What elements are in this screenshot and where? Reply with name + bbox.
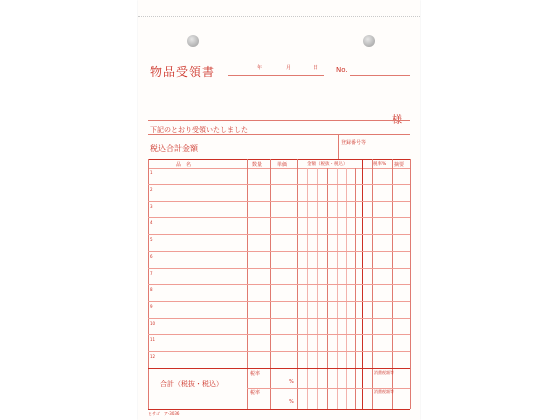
table-top-border — [148, 159, 410, 160]
perforation-line — [138, 16, 420, 17]
row-separator — [148, 251, 410, 252]
row-separator — [148, 301, 410, 302]
recipient-underline — [148, 120, 410, 121]
table-bottom-border — [148, 409, 410, 410]
row-separator — [148, 217, 410, 218]
row-separator — [148, 201, 410, 202]
row-separator — [148, 318, 410, 319]
row-number: 7 — [150, 271, 153, 276]
header-bottom-border — [148, 168, 410, 169]
row-separator — [148, 284, 410, 285]
amount-digit-line-2 — [317, 168, 318, 409]
row-separator-last — [148, 368, 410, 369]
row-number: 2 — [150, 187, 153, 192]
date-underline — [228, 75, 324, 76]
registration-label: 登録番号等 — [341, 140, 367, 146]
subtotal-label: 合計（税抜・税込） — [160, 380, 223, 388]
percent-symbol-2: % — [289, 399, 294, 405]
row-number: 12 — [150, 354, 156, 359]
tax-amount-label-2: 消費税額等 — [374, 389, 394, 394]
column-header-item: 品 名 — [176, 162, 192, 168]
row-number: 9 — [150, 304, 153, 309]
registration-divider — [338, 134, 339, 159]
date-year-label: 年 — [257, 65, 263, 71]
amount-digit-line-5 — [346, 168, 347, 409]
row-number: 4 — [150, 220, 153, 225]
number-underline — [350, 75, 410, 76]
column-header-amount: 金額（税抜・税込） — [307, 162, 348, 167]
punch-hole-right — [363, 35, 375, 47]
row-separator — [148, 234, 410, 235]
column-header-quantity: 数量 — [252, 162, 263, 168]
tax-rate-label-1: 税率 — [250, 371, 261, 377]
date-month-label: 月 — [286, 65, 292, 71]
row-number: 1 — [150, 170, 153, 175]
row-number: 8 — [150, 287, 153, 292]
statement-underline — [148, 134, 410, 135]
column-header-tax-rate: 税率% — [373, 162, 387, 167]
row-separator — [148, 268, 410, 269]
amount-digit-line-1 — [307, 168, 308, 409]
row-separator — [148, 351, 410, 352]
tax-amount-label-1: 消費税額等 — [374, 370, 394, 375]
column-header-remarks: 摘要 — [394, 162, 405, 168]
total-with-tax-label: 税込合計金額 — [150, 144, 198, 153]
tax-rate-label-2: 税率 — [250, 390, 261, 396]
honorific-label — [392, 111, 402, 126]
row-number: 11 — [150, 337, 156, 342]
table-right-border — [410, 159, 411, 409]
percent-symbol-1: % — [289, 379, 294, 385]
row-number: 6 — [150, 254, 153, 259]
column-header-unit-price: 単価 — [277, 162, 288, 168]
received-statement: 下記のとおり受領いたしました — [150, 126, 248, 134]
amount-digit-line-4 — [337, 168, 338, 409]
row-number: 10 — [150, 321, 156, 326]
row-number: 5 — [150, 237, 153, 242]
row-separator — [148, 334, 410, 335]
form-title: 物品受領書 — [150, 65, 216, 79]
amount-digit-line-6 — [355, 168, 356, 409]
punch-hole-left — [187, 35, 199, 47]
number-label: No. — [336, 66, 348, 74]
date-day-label: 日 — [313, 65, 319, 71]
row-separator — [148, 184, 410, 185]
amount-digit-line-3 — [327, 168, 328, 409]
items-table — [148, 159, 410, 420]
row-number: 3 — [150, 204, 153, 209]
footer-product-code: ヒサゴ ア-3036 — [148, 411, 180, 416]
